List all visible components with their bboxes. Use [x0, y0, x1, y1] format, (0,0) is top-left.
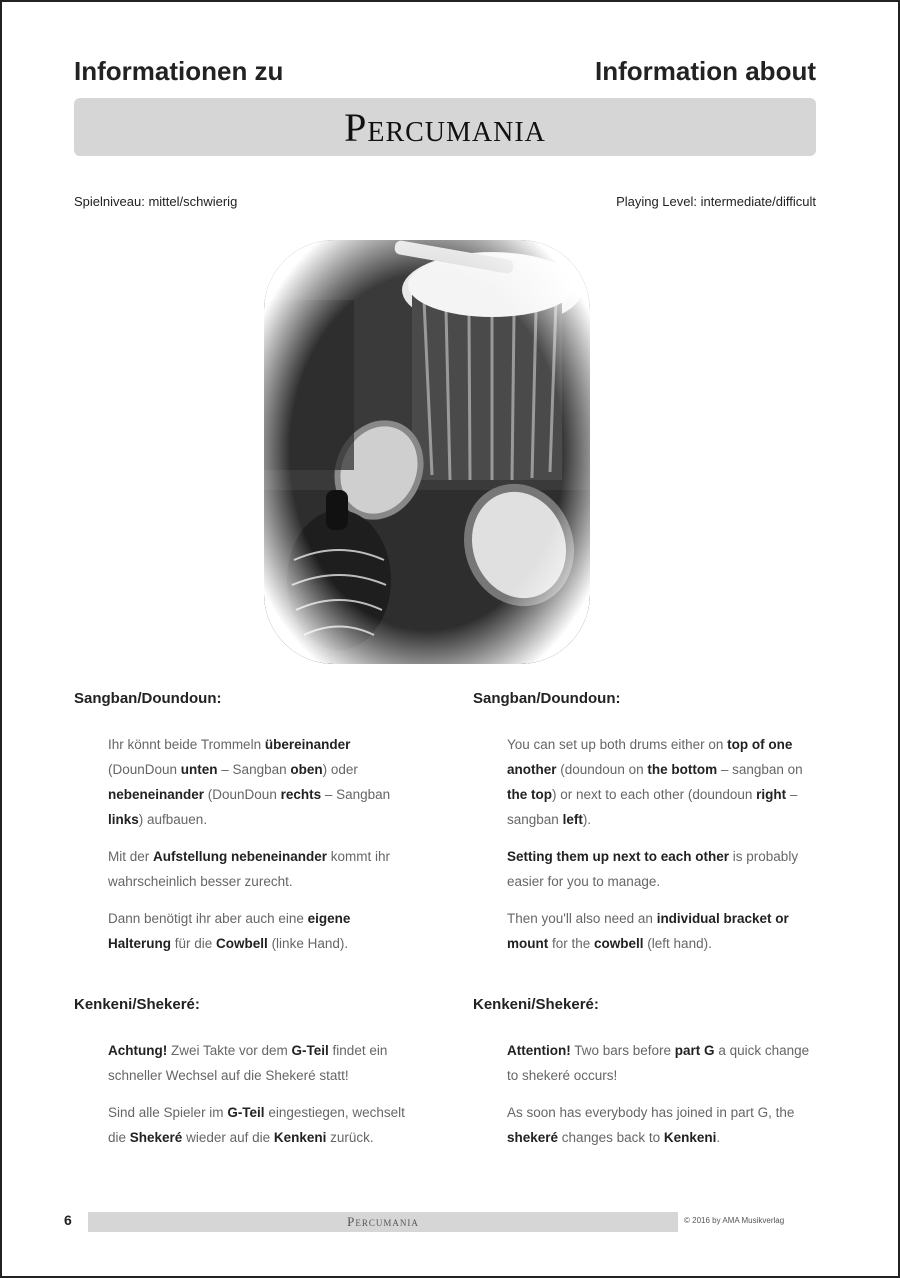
page-number: 6: [64, 1212, 72, 1228]
drums-photo: [264, 240, 590, 664]
section-title-kenkeni-de: Kenkeni/Shekeré:: [74, 996, 200, 1013]
level-en: Playing Level: intermediate/difficult: [616, 194, 816, 209]
paragraph-en-5: As soon has everybody has joined in part G, the shekeré changes back to Kenkeni.: [507, 1105, 795, 1145]
paragraph-de-3: Dann benötigt ihr aber auch eine eigene Halterung für die Cowbell (linke Hand).: [108, 911, 351, 951]
footer-copyright: © 2016 by AMA Musikverlag: [684, 1216, 785, 1225]
title-bar: [74, 98, 816, 156]
section-title-sangban-en: Sangban/Doundoun:: [473, 690, 621, 707]
paragraph-en-1: You can set up both drums either on top of one another (doundoun on the bottom – sangban on the top) or next to each other (doundoun right – sangban left).: [507, 737, 803, 827]
paragraph-en-2: Setting them up next to each other is probably easier for you to manage.: [507, 849, 799, 889]
header-left: Informationen zu: [74, 56, 284, 86]
footer-title: Percumania: [347, 1214, 419, 1229]
level-de: Spielniveau: mittel/schwierig: [74, 194, 238, 209]
header-right: Information about: [595, 56, 816, 86]
paragraph-de-4: Achtung! Zwei Takte vor dem G-Teil findet ein schneller Wechsel auf die Shekeré statt!: [108, 1043, 388, 1083]
column-german: [74, 690, 414, 1162]
page-title: Percumania: [344, 104, 546, 150]
paragraph-de-1: Ihr könnt beide Trommeln übereinander (DounDoun unten – Sangban oben) oder nebeneinander (DounDoun rechts – Sangban links) aufbauen.: [108, 737, 391, 827]
footer-bar: [88, 1212, 678, 1232]
paragraph-de-5: Sind alle Spieler im G-Teil eingestiegen, wechselt die Shekeré wieder auf die Kenkeni zurück.: [108, 1105, 405, 1145]
section-title-sangban-de: Sangban/Doundoun:: [74, 690, 222, 707]
column-english: [473, 690, 813, 1162]
paragraph-en-3: Then you'll also need an individual bracket or mount for the cowbell (left hand).: [507, 911, 789, 951]
paragraph-en-4: Attention! Two bars before part G a quick change to shekeré occurs!: [507, 1043, 810, 1083]
section-title-kenkeni-en: Kenkeni/Shekeré:: [473, 996, 599, 1013]
paragraph-de-2: Mit der Aufstellung nebeneinander kommt ihr wahrscheinlich besser zurecht.: [108, 849, 391, 889]
